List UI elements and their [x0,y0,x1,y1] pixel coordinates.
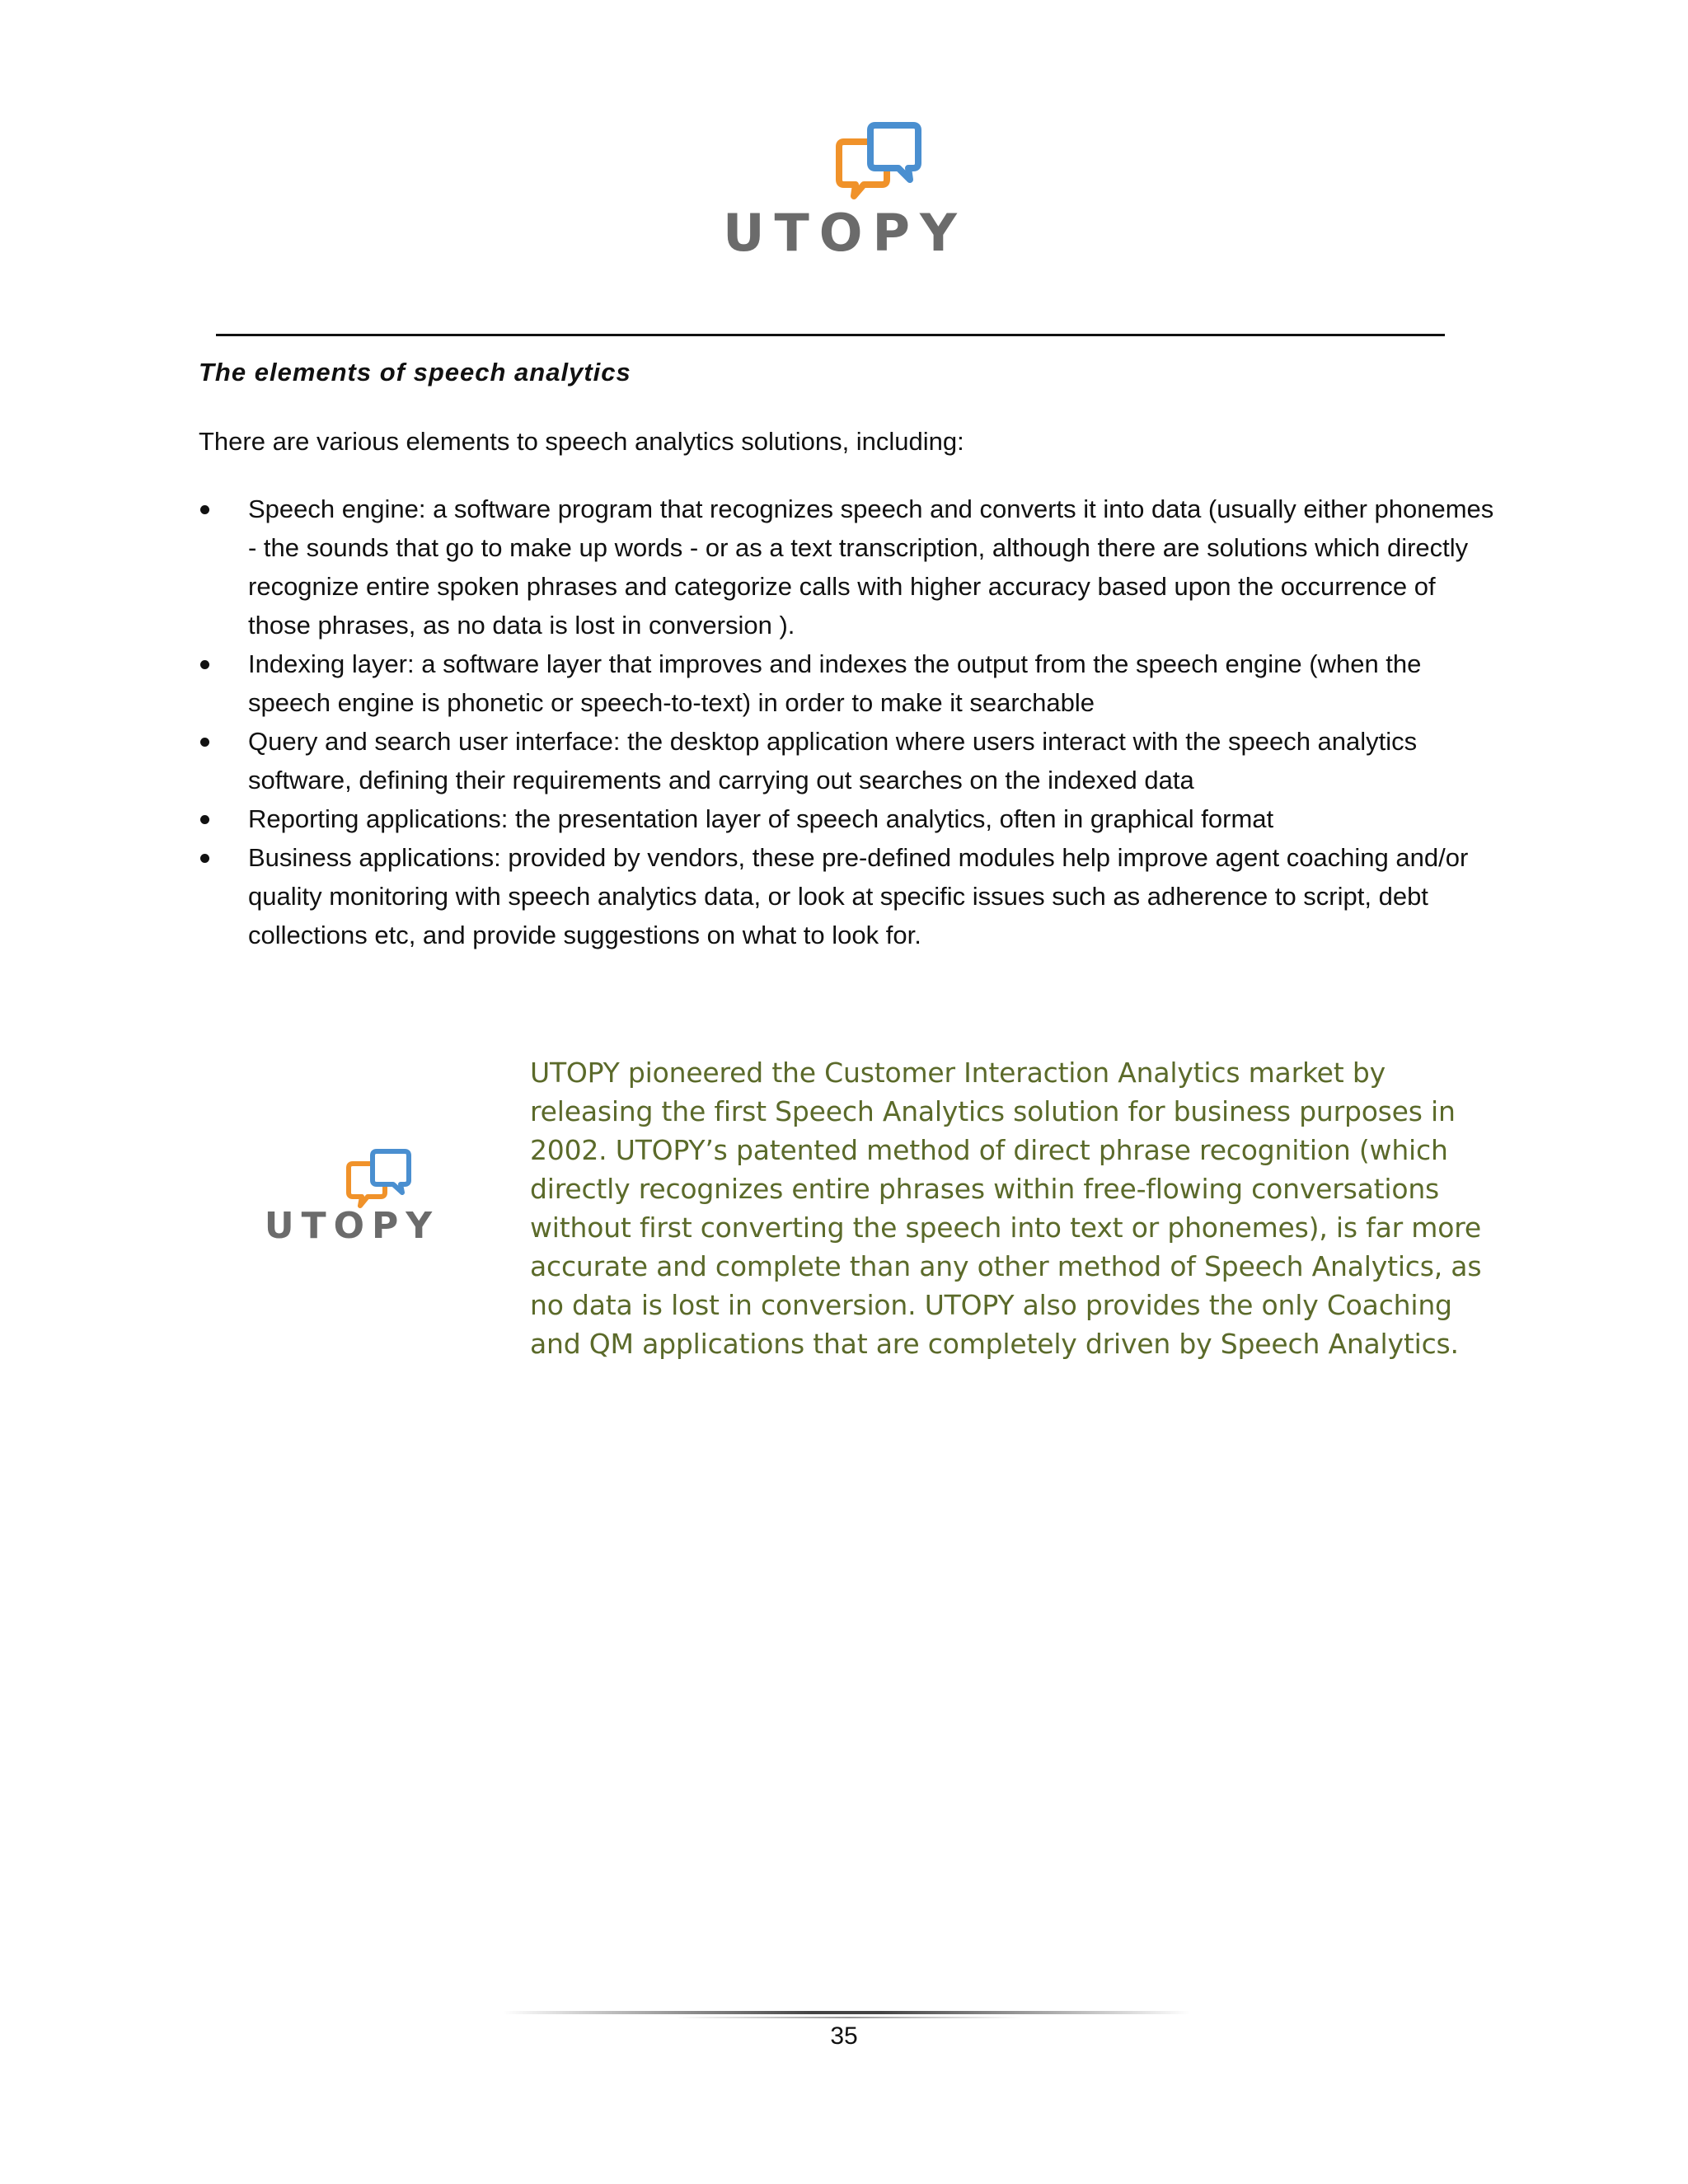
list-item-text: Query and search user interface: the desktop application where users interact with the speech analytics software, defining their requirements and carrying out searches on the indexed data [248,727,1418,794]
utopy-logo-icon [699,117,991,255]
bullet-icon [200,815,209,824]
intro-paragraph: There are various elements to speech analytics solutions, including: [199,427,964,456]
promo-logo-text: UTOPY [264,1205,440,1243]
list-item-text: Reporting applications: the presentation layer of speech analytics, often in graphical format [248,804,1274,833]
promo-logo [244,1146,460,1243]
promo-paragraph: UTOPY pioneered the Customer Interaction Analytics market by releasing the first Speech Analytics solution for business purposes in 2002. UTOPY’s patented method of direct phrase recognition (which directly recognizes entire phrases within free-flowing conversations without first converting the speech into text or phonemes), is far more accurate and complete than any other method of Speech Analytics, as no data is lost in conversion. UTOPY also provides the only Coaching and QM applications that are completely driven by Speech Analytics. [530,1057,1482,1360]
list-item [199,799,1501,838]
bullet-icon [200,738,209,747]
list-item-text: Business applications: provided by vendors, these pre-defined modules help improve agent coaching and/or quality monitoring with speech analytics data, or look at specific issues such as adherence to script, debt collections etc, and provide suggestions on what to look for. [248,843,1469,949]
list-item [199,490,1501,644]
list-item [199,644,1501,722]
list-item [199,838,1501,954]
bullet-icon [200,505,209,514]
bullet-icon [200,854,209,863]
page-number: 35 [830,2022,858,2050]
list-item [199,722,1501,799]
section-title: The elements of speech analytics [199,358,631,387]
bullet-icon [200,660,209,669]
header-logo-text: UTOPY [723,203,967,255]
list-item-text: Speech engine: a software program that recognizes speech and converts it into data (usually either phonemes - the sounds that go to make up words - or as a text transcription, although there are solutions which directly recognize entire spoken phrases and categorize calls with higher accuracy based upon the occurrence of those phrases, as no data is lost in conversion ). [248,494,1494,640]
header-divider [216,334,1445,336]
footer-divider [503,2011,1190,2014]
utopy-logo-icon [244,1146,460,1243]
header-logo [699,117,991,255]
footer-divider-shadow [676,2017,1022,2018]
list-item-text: Indexing layer: a software layer that improves and indexes the output from the speech engine (when the speech engine is phonetic or speech-to-text) in order to make it searchable [248,649,1422,717]
bullet-list [199,490,1501,954]
